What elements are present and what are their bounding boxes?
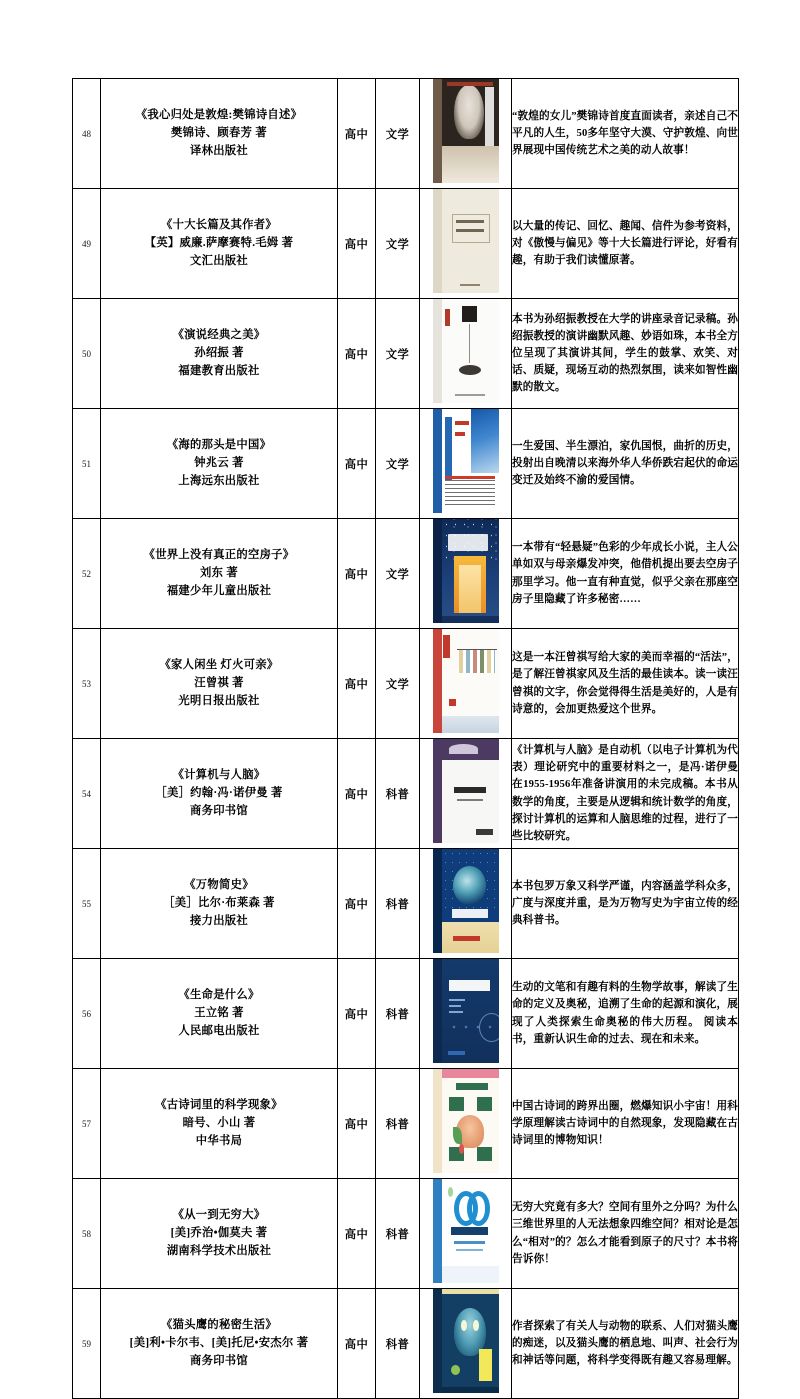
book-spine: [433, 1289, 442, 1393]
book-front-face: [442, 519, 499, 623]
book-cover-art: [433, 1069, 499, 1173]
stage-cell: 高中: [338, 1069, 376, 1179]
book-author: 汪曾祺 著: [194, 676, 244, 689]
cover-element-leaf: [453, 1127, 462, 1144]
cover-element-moon: [451, 1365, 460, 1375]
book-cover-art: [433, 629, 499, 733]
cover-element-blk: [462, 306, 477, 322]
cover-element-redtab: [443, 635, 450, 658]
description-cell: 无穷大究竟有多大？空间有里外之分吗？为什么三维世界里的人无法想象四维空间？相对论是怎么“相对”的？怎么才能看到原子的尺寸？本书将告诉你！: [512, 1179, 739, 1289]
cover-element-band: [442, 716, 499, 733]
book-front-face: [442, 959, 499, 1063]
book-spine: [433, 189, 442, 293]
book-info-cell: [101, 79, 338, 189]
cover-element-en3: [449, 1011, 463, 1013]
book-author: 暗号、小山 著: [182, 1116, 256, 1129]
book-cover-cell: [420, 189, 512, 299]
description-cell: “敦煌的女儿”樊锦诗首度直面读者，亲述自己不平凡的人生，50多年坚守大漠、守护敦煌、向世界展现中国传统艺术之美的动人故事！: [512, 79, 739, 189]
row-index-cell: 57: [73, 1069, 101, 1179]
book-front-face: [442, 739, 499, 843]
book-cover-cell: [420, 849, 512, 959]
book-info-cell: [101, 1289, 338, 1399]
description-cell: 《计算机与人脑》是自动机（以电子计算机为代表）理论研究中的重要材料之一，是冯·诺伊曼在1955-1956年准备讲演用的未完成稿。本书从数学的角度，主要是从逻辑和统计数学的角度，探讨计算机的运算和人脑思维的过程，进行了一些比较研究。: [512, 739, 739, 849]
cover-element-redbar: [447, 82, 493, 86]
cover-element-t3: [477, 1097, 492, 1111]
book-title: 《古诗词里的科学现象》: [155, 1098, 283, 1111]
book-author: ［美］比尔·布莱森 著: [163, 896, 275, 909]
cover-element-sub: [457, 799, 482, 801]
cover-shijie-shang-meiyou-zhenzheng-de-kongfangzi: [433, 519, 499, 623]
book-publisher: 福建少年儿童出版社: [166, 585, 272, 598]
cover-cong-yi-dao-wuqiongda: [433, 1179, 499, 1283]
book-title: 《生命是什么》: [178, 988, 260, 1001]
book-info-cell: [101, 409, 338, 519]
cover-element-grn: [448, 1187, 453, 1196]
cover-element-photo: [454, 85, 484, 139]
cover-element-foot: [455, 394, 485, 396]
book-cover-art: [433, 519, 499, 623]
description-cell: 生动的文笔和有趣有料的生物学故事，解读了生命的定义及奥秘，追溯了生命的起源和演化，展现了人类探索生命奥秘的伟大历程。 阅读本书，重新认识生命的过去、现在和未来。: [512, 959, 739, 1069]
row-index-cell: 48: [73, 79, 101, 189]
book-cover-art: [433, 299, 499, 403]
table-row: [73, 959, 739, 1069]
table-row: [73, 519, 739, 629]
book-front-face: [442, 1289, 499, 1393]
book-title: 《万物简史》: [184, 878, 254, 891]
cover-element-eyer: [473, 1320, 479, 1330]
row-index-cell: 49: [73, 189, 101, 299]
book-cover-cell: [420, 1179, 512, 1289]
row-index-cell: 52: [73, 519, 101, 629]
book-cover-cell: [420, 959, 512, 1069]
book-front-face: [442, 299, 499, 403]
cover-maotouying-de-mimi-shenghuo: [433, 1289, 499, 1393]
subject-cell: 文学: [376, 299, 420, 409]
book-cover-cell: [420, 519, 512, 629]
book-publisher: 文汇出版社: [190, 255, 248, 268]
book-cover-cell: [420, 629, 512, 739]
book-author: 王立铭 著: [194, 1006, 244, 1019]
row-index-cell: 55: [73, 849, 101, 959]
cover-element-tl: [455, 421, 469, 425]
book-cover-cell: [420, 1069, 512, 1179]
subject-cell: 科普: [376, 1179, 420, 1289]
stage-cell: 高中: [338, 629, 376, 739]
cover-element-wave: [449, 744, 478, 753]
book-info-cell: [101, 959, 338, 1069]
book-front-face: [442, 189, 499, 293]
cover-element-vline: [469, 324, 470, 364]
cover-shengming-shi-shenme: [433, 959, 499, 1063]
stage-cell: 高中: [338, 1179, 376, 1289]
book-front-face: [442, 409, 499, 513]
cover-element-globe: [453, 866, 486, 906]
cover-element-eyel: [461, 1320, 467, 1330]
book-cover-art: [433, 79, 499, 183]
table-body: [73, 79, 739, 1399]
row-index-cell: 53: [73, 629, 101, 739]
book-cover-art: [433, 1179, 499, 1283]
book-front-face: [442, 79, 499, 183]
cover-element-ttl: [485, 87, 494, 145]
cover-shi-da-chang-pian-ji-qi-zuozhe: [433, 189, 499, 293]
book-front-face: [442, 1179, 499, 1283]
book-cover-cell: [420, 409, 512, 519]
subject-cell: 文学: [376, 409, 420, 519]
description-cell: 作者探索了有关人与动物的联系、人们对猫头鹰的痴迷，以及猫头鹰的栖息地、叫声、社会行为和神话等问题，将科学变得既有趣又容易理解。: [512, 1289, 739, 1399]
book-spine: [433, 1069, 442, 1173]
book-front-face: [442, 629, 499, 733]
book-author: 樊锦诗、顾春芳 著: [171, 126, 267, 139]
table-row: [73, 739, 739, 849]
book-publisher: 人民邮电出版社: [178, 1025, 260, 1038]
row-index-cell: 50: [73, 299, 101, 409]
cover-wo-xin-gui-chu-shi-dunhuang: [433, 79, 499, 183]
book-spine: [433, 409, 442, 513]
book-cover-art: [433, 189, 499, 293]
book-cover-art: [433, 1289, 499, 1393]
book-title: 《计算机与人脑》: [172, 768, 266, 781]
cover-element-doorin: [459, 565, 481, 613]
subject-cell: 科普: [376, 739, 420, 849]
book-spine: [433, 79, 442, 183]
book-spine: [433, 629, 442, 733]
book-recommendation-table: [72, 78, 739, 1399]
book-front-face: [442, 849, 499, 953]
subject-cell: 文学: [376, 189, 420, 299]
cover-element-t1: [456, 1083, 488, 1090]
cover-element-top: [442, 1289, 499, 1294]
book-title: 《猫头鹰的秘密生活》: [161, 1318, 277, 1331]
book-publisher: 福建教育出版社: [178, 365, 260, 378]
cover-element-redline: [445, 476, 495, 479]
subject-cell: 科普: [376, 1289, 420, 1399]
book-title: 《海的那头是中国》: [166, 438, 272, 451]
cover-element-foot: [448, 1051, 465, 1055]
description-cell: 这是一本汪曾祺写给大家的美而幸福的“活法”，是了解汪曾祺家风及生活的最佳读本。读一读汪曾祺的文字，你会觉得得生活是美好的，人是有诗意的，会加更热爱这个世界。: [512, 629, 739, 739]
cover-element-band: [442, 1387, 499, 1393]
book-cover-cell: [420, 299, 512, 409]
stage-cell: 高中: [338, 849, 376, 959]
book-info-cell: [101, 629, 338, 739]
table-row: [73, 189, 739, 299]
description-cell: 本书为孙绍振教授在大学的讲座录音记录稿。孙绍振教授的演讲幽默风趣、妙语如珠，本书全方位呈现了其演讲其间，学生的鼓掌、欢笑、对话、质疑，现场互动的热烈氛围，读来如智性幽默的散文。: [512, 299, 739, 409]
cover-element-txt2: [456, 229, 483, 232]
description-cell: 一生爱国、半生漂泊，家仇国恨，曲折的历史，投射出自晚清以来海外华人华侨跌宕起伏的命运变迁及始终不渝的爱国情。: [512, 409, 739, 519]
subject-cell: 科普: [376, 849, 420, 959]
cover-element-logo: [476, 829, 493, 835]
book-spine: [433, 959, 442, 1063]
book-publisher: 商务印书馆: [190, 805, 248, 818]
book-cover-art: [433, 849, 499, 953]
description-cell: 本书包罗万象又科学严谨，内容涵盖学科众多，广度与深度并重，是为万物写史为宇宙立传的经典科普书。: [512, 849, 739, 959]
cover-element-ring: [479, 1013, 498, 1042]
row-index-cell: 59: [73, 1289, 101, 1399]
book-title: 《家人闲坐 灯火可亲》: [159, 658, 279, 671]
book-spine: [433, 519, 442, 623]
cover-element-en2: [449, 1005, 460, 1007]
description-cell: 以大量的传记、回忆、趣闻、信件为参考资料，对《傲慢与偏见》等十大长篇进行评论，好看有趣，有助于我们读懂原著。: [512, 189, 739, 299]
cover-element-band: [442, 616, 499, 623]
book-author: 【英】威廉.萨摩赛特.毛姆 著: [144, 236, 294, 249]
row-index-cell: 54: [73, 739, 101, 849]
book-publisher: 光明日报出版社: [178, 695, 260, 708]
cover-element-t2: [449, 1097, 464, 1111]
table-row: [73, 299, 739, 409]
cover-element-rows: [445, 480, 495, 507]
book-info-cell: [101, 189, 338, 299]
subject-cell: 文学: [376, 79, 420, 189]
subject-cell: 科普: [376, 1069, 420, 1179]
cover-element-ttl: [451, 1227, 489, 1235]
book-info-cell: [101, 849, 338, 959]
subject-cell: 文学: [376, 629, 420, 739]
book-cover-art: [433, 959, 499, 1063]
book-cover-cell: [420, 1289, 512, 1399]
book-info-cell: [101, 1179, 338, 1289]
cover-jiaren-xianzuo-denghuo-keqin: [433, 629, 499, 733]
book-publisher: 上海远东出版社: [178, 475, 260, 488]
book-author: 刘东 著: [200, 566, 238, 579]
book-title: 《演说经典之美》: [172, 328, 266, 341]
book-cover-cell: [420, 739, 512, 849]
table-row: [73, 1289, 739, 1399]
book-title: 《十大长篇及其作者》: [161, 218, 277, 231]
table-row: [73, 1069, 739, 1179]
book-spine: [433, 299, 442, 403]
cover-element-t5: [477, 1147, 492, 1161]
cover-hai-de-na-tou-shi-zhongguo: [433, 409, 499, 513]
book-spine: [433, 849, 442, 953]
subject-cell: 文学: [376, 519, 420, 629]
book-cover-art: [433, 409, 499, 513]
stage-cell: 高中: [338, 189, 376, 299]
book-publisher: 湖南科学技术出版社: [166, 1245, 272, 1258]
cover-element-lbar: [445, 417, 452, 481]
book-title: 《我心归处是敦煌:樊锦诗自述》: [135, 108, 303, 121]
book-author: 孙绍振 著: [194, 346, 244, 359]
cover-element-hang: [459, 650, 495, 673]
cover-element-inf2: [467, 1191, 491, 1226]
book-author: [美]利•卡尔韦、[美]托尼•安杰尔 著: [129, 1336, 309, 1349]
book-title: 《世界上没有真正的空房子》: [143, 548, 295, 561]
book-author: ［美］约翰·冯·诺伊曼 著: [155, 786, 283, 799]
cover-element-redstrip: [445, 309, 450, 326]
cover-element-ttl: [454, 787, 486, 793]
cover-element-tl2: [455, 432, 465, 436]
subject-cell: 科普: [376, 959, 420, 1069]
book-info-cell: [101, 519, 338, 629]
book-publisher: 中华书局: [195, 1135, 243, 1148]
stage-cell: 高中: [338, 299, 376, 409]
row-index-cell: 51: [73, 409, 101, 519]
cover-element-ttl: [449, 980, 490, 991]
book-info-cell: [101, 299, 338, 409]
cover-element-foot: [460, 284, 481, 286]
cover-element-pinkbar: [442, 1069, 499, 1078]
stage-cell: 高中: [338, 739, 376, 849]
row-index-cell: 56: [73, 959, 101, 1069]
table-row: [73, 849, 739, 959]
cover-element-sub: [454, 1241, 485, 1244]
stage-cell: 高中: [338, 1289, 376, 1399]
cover-element-band: [442, 146, 499, 183]
table-row: [73, 629, 739, 739]
cover-jisuanji-yu-rennao: [433, 739, 499, 843]
stage-cell: 高中: [338, 79, 376, 189]
table-row: [73, 1179, 739, 1289]
cover-element-sub2: [456, 1249, 482, 1251]
description-cell: 一本带有“轻悬疑”色彩的少年成长小说，主人公单如双与母亲爆发冲突，他借机提出要去空房子那里学习。他一直有种直觉，似乎父亲在那座空房子里隐藏了许多秘密……: [512, 519, 739, 629]
book-publisher: 商务印书馆: [190, 1355, 248, 1368]
book-publisher: 译林出版社: [190, 145, 248, 158]
book-info-cell: [101, 739, 338, 849]
book-author: [美]乔治•伽莫夫 著: [170, 1226, 268, 1239]
cover-element-ttl: [452, 909, 488, 918]
book-spine: [433, 739, 442, 843]
table-row: [73, 409, 739, 519]
cover-element-ttl: [448, 534, 488, 552]
cover-yanshuo-jingdian-zhi-mei: [433, 299, 499, 403]
book-title: 《从一到无穷大》: [172, 1208, 266, 1221]
stage-cell: 高中: [338, 409, 376, 519]
cover-element-blue: [471, 409, 498, 473]
cover-element-txt: [456, 220, 483, 223]
book-spine: [433, 1179, 442, 1283]
cover-element-seal: [449, 699, 456, 706]
book-cover-art: [433, 739, 499, 843]
cover-element-redtag: [453, 936, 480, 941]
row-index-cell: 58: [73, 1179, 101, 1289]
stage-cell: 高中: [338, 959, 376, 1069]
cover-gushici-li-de-kexue-xianxiang: [433, 1069, 499, 1173]
book-info-cell: [101, 1069, 338, 1179]
cover-element-band: [442, 1266, 499, 1283]
description-cell: 中国古诗词的跨界出圈，燃爆知识小宇宙！用科学原理解读古诗词中的自然现象，发现隐藏在古诗词里的博物知识！: [512, 1069, 739, 1179]
book-cover-cell: [420, 79, 512, 189]
table-row: [73, 79, 739, 189]
cover-element-en: [449, 999, 465, 1001]
book-front-face: [442, 1069, 499, 1173]
stage-cell: 高中: [338, 519, 376, 629]
book-publisher: 接力出版社: [190, 915, 248, 928]
cover-element-ttl: [479, 1349, 492, 1380]
cover-element-stone: [459, 365, 482, 375]
book-author: 钟兆云 著: [194, 456, 244, 469]
cover-wanwu-jianshi: [433, 849, 499, 953]
